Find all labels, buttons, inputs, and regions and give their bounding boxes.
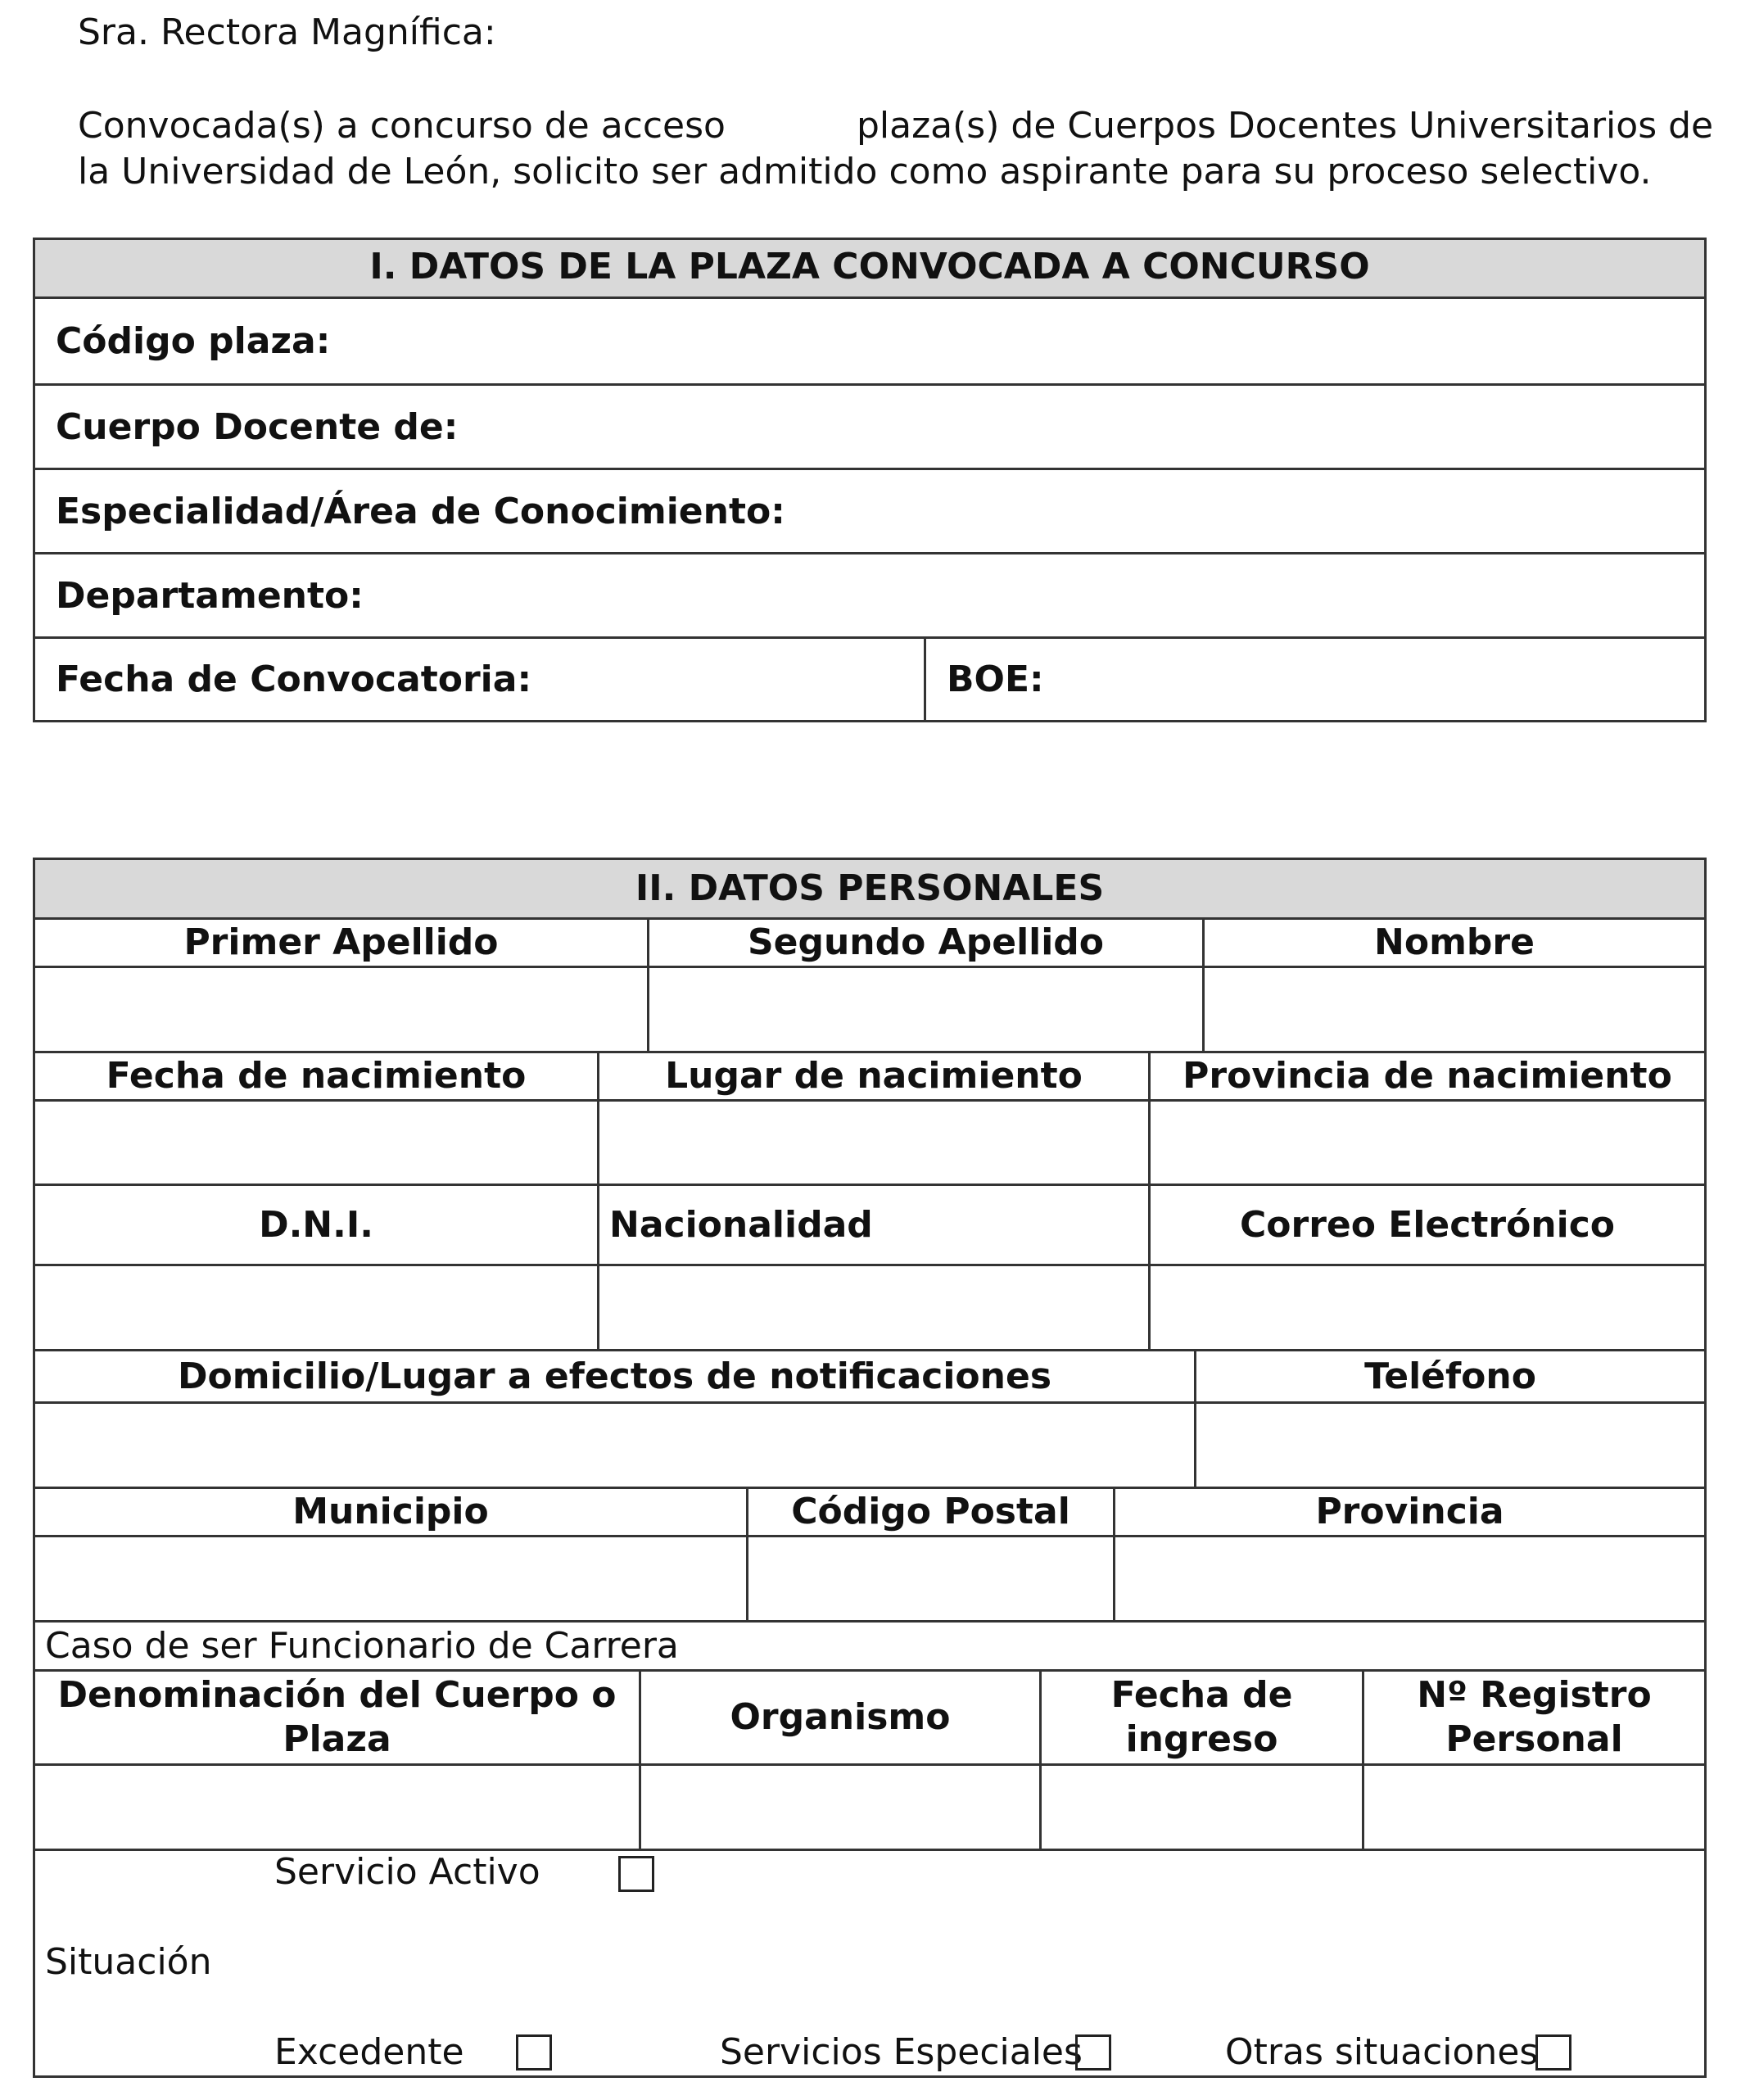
correo-label: Correo Electrónico xyxy=(1148,1186,1704,1264)
cuerpo-docente-row[interactable] xyxy=(35,386,1704,470)
telefono-input[interactable] xyxy=(1194,1404,1704,1487)
servicio-activo-label: Servicio Activo xyxy=(274,1851,540,1893)
provincia-nacimiento-label: Provincia de nacimiento xyxy=(1148,1053,1704,1099)
excedente-checkbox[interactable] xyxy=(516,2034,552,2071)
organismo-input[interactable] xyxy=(639,1766,1039,1849)
nacionalidad-input[interactable] xyxy=(597,1266,1148,1349)
municipio-label: Municipio xyxy=(292,1491,489,1532)
provincia-label: Provincia xyxy=(1113,1489,1704,1535)
municipio-input[interactable] xyxy=(35,1537,746,1620)
boe-label: BOE: xyxy=(947,659,1044,700)
fecha-ingreso-label-line2: ingreso xyxy=(1125,1718,1278,1760)
lugar-nacimiento-input[interactable] xyxy=(597,1102,1148,1184)
fecha-ingreso-input[interactable] xyxy=(1039,1766,1362,1849)
domicilio-input[interactable] xyxy=(35,1404,1194,1487)
denominacion-label-line2: Plaza xyxy=(283,1718,391,1760)
lugar-nacimiento-label: Lugar de nacimiento xyxy=(597,1053,1148,1099)
situacion-label: Situación xyxy=(45,1941,212,1983)
denominacion-input[interactable] xyxy=(35,1766,639,1849)
cuerpo-docente-label: Cuerpo Docente de: xyxy=(56,405,459,448)
name-entry-row xyxy=(35,968,1704,1053)
registro-input[interactable] xyxy=(1362,1766,1704,1849)
segundo-apellido-input[interactable] xyxy=(647,968,1202,1051)
domicilio-header-row xyxy=(35,1351,1704,1404)
funcionario-entry-row xyxy=(35,1766,1704,1851)
municipio-entry-row xyxy=(35,1537,1704,1623)
codigo-postal-input[interactable] xyxy=(746,1537,1113,1620)
excedente-label: Excedente xyxy=(274,2031,464,2073)
fecha-convocatoria-label: Fecha de Convocatoria: xyxy=(56,659,532,700)
servicios-especiales-checkbox[interactable] xyxy=(1075,2034,1111,2071)
fecha-ingreso-label xyxy=(1039,1672,1362,1763)
dni-label: D.N.I. xyxy=(259,1203,373,1246)
birth-header-row xyxy=(35,1053,1704,1102)
funcionario-header-row xyxy=(35,1672,1704,1766)
nombre-label: Nombre xyxy=(1202,920,1704,966)
segundo-apellido-label: Segundo Apellido xyxy=(647,920,1202,966)
servicio-activo-checkbox[interactable] xyxy=(618,1856,654,1892)
especialidad-label: Especialidad/Área de Conocimiento: xyxy=(56,490,785,532)
municipio-header-row xyxy=(35,1489,1704,1537)
fecha-ingreso-label-line1: Fecha de xyxy=(1110,1674,1293,1716)
intro-paragraph xyxy=(78,103,1713,195)
intro-line1-b: plaza(s) de Cuerpos Docentes Universitarios de xyxy=(856,105,1714,147)
section-personal xyxy=(33,858,1707,2078)
primer-apellido-input[interactable] xyxy=(35,968,647,1051)
fecha-nacimiento-label: Fecha de nacimiento xyxy=(106,1055,527,1097)
dni-header-row xyxy=(35,1186,1704,1266)
nombre-input[interactable] xyxy=(1202,968,1704,1051)
boe-field[interactable] xyxy=(924,639,1704,720)
denominacion-label-line1: Denominación del Cuerpo o xyxy=(57,1674,617,1716)
provincia-nacimiento-input[interactable] xyxy=(1148,1102,1704,1184)
salutation: Sra. Rectora Magnífica: xyxy=(78,11,496,53)
servicios-especiales-label: Servicios Especiales xyxy=(720,2031,1083,2073)
dni-entry-row xyxy=(35,1266,1704,1351)
section-personal-title: II. DATOS PERSONALES xyxy=(35,860,1704,920)
departamento-row[interactable] xyxy=(35,554,1704,639)
primer-apellido-label: Primer Apellido xyxy=(183,921,499,963)
domicilio-entry-row xyxy=(35,1404,1704,1489)
departamento-label: Departamento: xyxy=(56,574,364,617)
correo-input[interactable] xyxy=(1148,1266,1704,1349)
section-plaza-title: I. DATOS DE LA PLAZA CONVOCADA A CONCURSO xyxy=(35,240,1704,299)
otras-situaciones-label: Otras situaciones xyxy=(1225,2031,1539,2073)
birth-entry-row xyxy=(35,1102,1704,1186)
codigo-plaza-row[interactable] xyxy=(35,299,1704,386)
registro-label-line1: Nº Registro xyxy=(1417,1674,1652,1716)
section-plaza xyxy=(33,238,1707,722)
fecha-boe-row xyxy=(35,639,1704,720)
registro-label-line2: Personal xyxy=(1445,1718,1623,1760)
codigo-plaza-label: Código plaza: xyxy=(56,320,331,362)
situacion-section xyxy=(35,1851,1704,2082)
intro-line1-a: Convocada(s) a concurso de acceso xyxy=(78,105,726,147)
especialidad-row[interactable] xyxy=(35,470,1704,554)
name-header-row xyxy=(35,920,1704,968)
otras-situaciones-checkbox[interactable] xyxy=(1535,2034,1571,2071)
domicilio-label: Domicilio/Lugar a efectos de notificaciones xyxy=(177,1355,1052,1397)
funcionario-caption: Caso de ser Funcionario de Carrera xyxy=(35,1623,1704,1672)
organismo-label: Organismo xyxy=(639,1672,1039,1763)
denominacion-label xyxy=(35,1672,639,1763)
codigo-postal-label: Código Postal xyxy=(746,1489,1113,1535)
intro-line2: la Universidad de León, solicito ser admitido como aspirante para su proceso selectivo. xyxy=(78,151,1652,192)
provincia-input[interactable] xyxy=(1113,1537,1704,1620)
fecha-nacimiento-input[interactable] xyxy=(35,1102,597,1184)
fecha-convocatoria-field[interactable] xyxy=(35,639,924,720)
telefono-label: Teléfono xyxy=(1194,1351,1704,1401)
registro-label xyxy=(1362,1672,1704,1763)
dni-input[interactable] xyxy=(35,1266,597,1349)
nacionalidad-label: Nacionalidad xyxy=(597,1186,1148,1264)
